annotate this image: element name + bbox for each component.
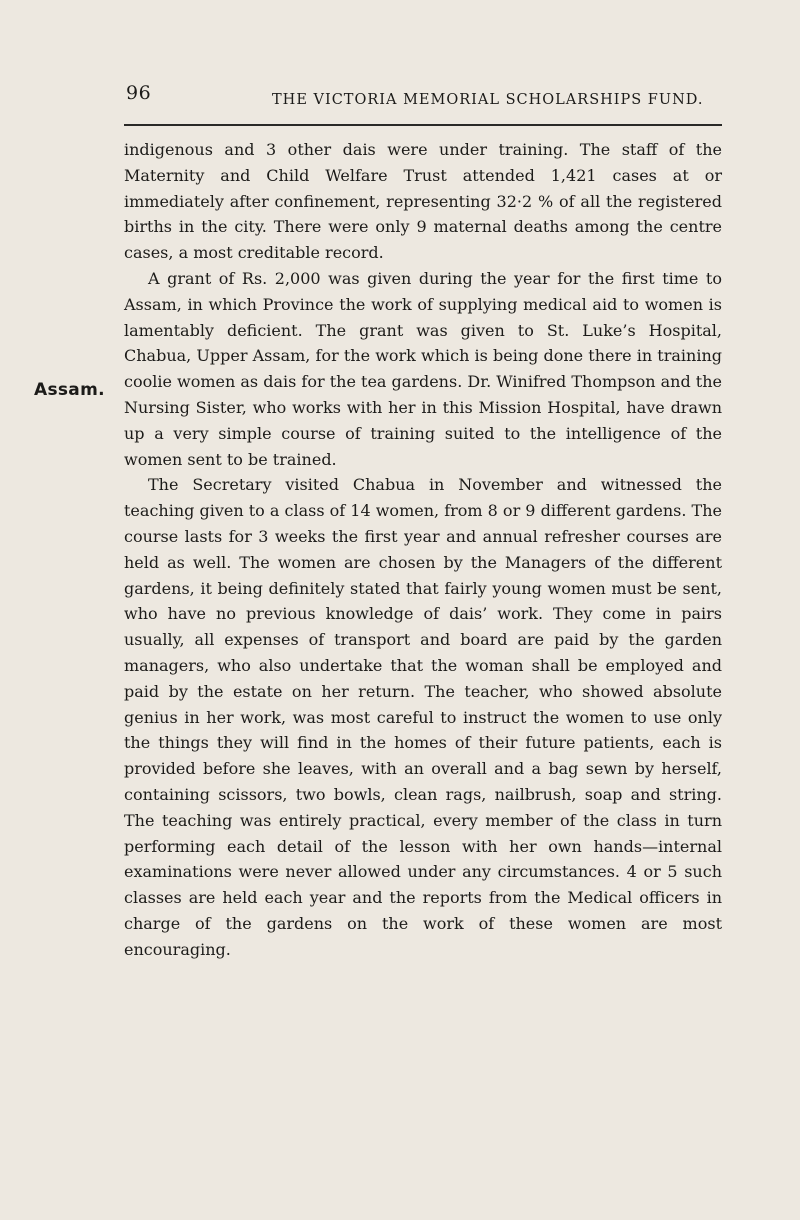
margin-note-assam: Assam. bbox=[34, 380, 105, 400]
running-title: THE VICTORIA MEMORIAL SCHOLARSHIPS FUND. bbox=[272, 92, 704, 108]
body-text bbox=[124, 137, 722, 963]
paragraph-chabua-visit: The Secretary visited Chabua in November and witnessed the teaching given to a class of 14 women, from 8 or 9 different gardens. The course lasts for 3 weeks the first year and annual refresher courses are held as well. The women are chosen by the Managers of the different gardens, it being definitely stated that fairly young women must be sent, who have no previous knowledge of dais’ work. They come in pairs usually, all expenses of transport and board are paid by the garden managers, who also undertake that the woman shall be employed and paid by the estate on her return. The teacher, who showed absolute genius in her work, was most careful to instruct the women to use only the things they will find in the homes of their future patients, each is provided before she leaves, with an overall and a bag sewn by herself, containing scissors, two bowls, clean rags, nailbrush, soap and string. The teaching was entirely practical, every member of the class in turn performing each detail of the lesson with her own hands—internal examinations were never allowed under any circumstances. 4 or 5 such classes are held each year and the reports from the Medical officers in charge of the gardens on the work of these women are most encouraging. bbox=[124, 475, 722, 959]
header-rule bbox=[124, 124, 722, 126]
paragraph-continuation: indigenous and 3 other dais were under training. The staff of the Maternity and Child Welfare Trust attended 1,421 cases at or immediately after confinement, representing 32·2 % of all the registered births in the city. There were only 9 maternal deaths among the centre cases, a most creditable record. bbox=[124, 140, 722, 263]
page-number: 96 bbox=[126, 82, 152, 104]
paragraph-assam-grant: A grant of Rs. 2,000 was given during the year for the first time to Assam, in which Province the work of supplying medical aid to women is lamentably deficient. The grant was given to St. Luke’s Hospital, Chabua, Upper Assam, for the work which is being done there in training coolie women as dais for the tea gardens. Dr. Winifred Thompson and the Nursing Sister, who works with her in this Mission Hospital, have drawn up a very simple course of training suited to the intelligence of the women sent to be trained. bbox=[124, 268, 722, 469]
